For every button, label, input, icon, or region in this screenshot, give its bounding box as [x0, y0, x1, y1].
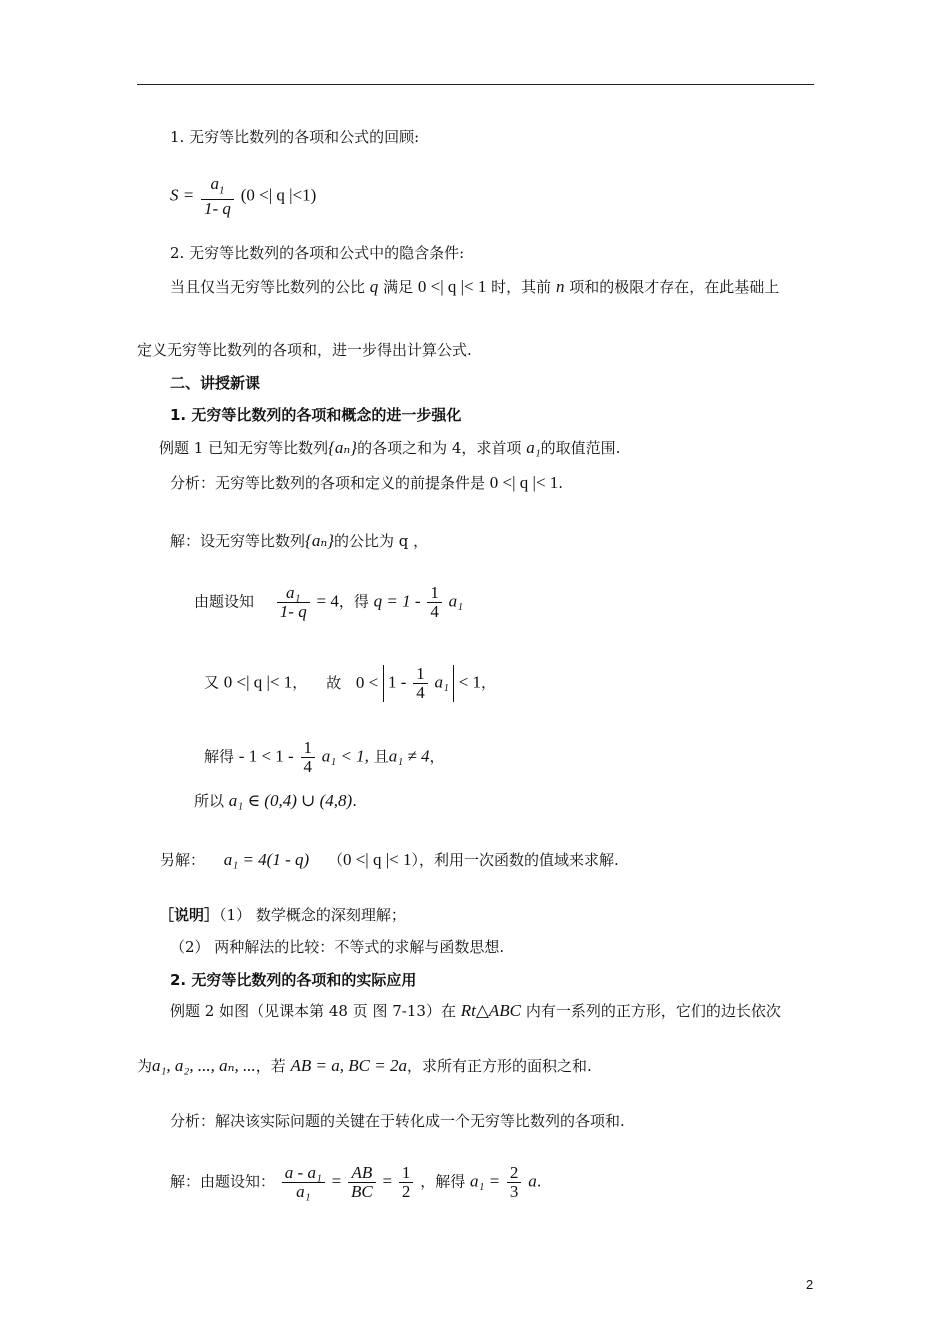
page-number: 2	[806, 1277, 814, 1292]
subsection-2-heading: 2. 无穷等比数列的各项和的实际应用	[170, 971, 417, 989]
solution-1-intro: 解：设无穷等比数列{aₙ}的公比为 q ，	[170, 531, 429, 550]
solution-step-3: 解得 - 1 < 1 - $\frac{1}{4}$ a₁ < 1, 且a₁ ≠ 4，	[204, 738, 445, 776]
formula-condition: (0 <| q |<1)	[240, 185, 317, 205]
formula-sum	[170, 175, 316, 218]
review-item-1: 1. 无穷等比数列的各项和公式的回顾:	[170, 128, 420, 146]
solution-2: 解：由题设知： $\frac{\text{a - a₁}}{\text{a₁}}$ = $\frac{AB}{BC}$ = $\frac{1}{2}$ ，解得 a₁ = $\frac{2}{3}$ a.	[170, 1163, 542, 1201]
section-heading: 二、讲授新课	[170, 374, 261, 392]
analysis-2: 分析：解决该实际问题的关键在于转化成一个无穷等比数列的各项和.	[170, 1112, 625, 1130]
note-2: （2） 两种解法的比较：不等式的求解与函数思想.	[170, 938, 505, 956]
header-rule	[137, 84, 814, 85]
formula-fraction: $\frac{a_1}{1- q}$	[201, 175, 234, 218]
note-1: ［说明］（1） 数学概念的深刻理解；	[159, 906, 406, 924]
analysis-1: 分析：无穷等比数列的各项和定义的前提条件是 0 <| q |< 1.	[170, 473, 564, 492]
review-item-2: 2. 无穷等比数列的各项和公式中的隐含条件:	[170, 244, 465, 262]
example-2: 例题 2 如图（见课本第 48 页 图 7-13）在 Rt△ABC 内有一系列的正方形，它们的边长依次	[170, 1001, 781, 1020]
review-paragraph-2: 定义无穷等比数列的各项和，进一步得出计算公式.	[137, 341, 472, 359]
solution-step-1: 由题设知 $\frac{\text{a₁}}{1- q}$ = 4，得 q = 1 - $\frac{1}{4}$ a₁	[194, 583, 464, 621]
alternative-solution: 另解： a₁ = 4(1 - q) （0 <| q |< 1），利用一次函数的值域来求解.	[160, 850, 619, 869]
review-paragraph-1: 当且仅当无穷等比数列的公比 q 满足 0 <| q |< 1 时，其前 n 项和的极限才存在，在此基础上	[170, 277, 780, 296]
example-2-continued: 为a₁, a₂, ..., aₙ, ...，若 AB = a, BC = 2a，求所有正方形的面积之和.	[137, 1056, 592, 1075]
subsection-1-heading: 1. 无穷等比数列的各项和概念的进一步强化	[170, 406, 462, 424]
example-1: 例题 1 已知无穷等比数列{aₙ}的各项之和为 4，求首项 a₁的取值范围.	[159, 438, 621, 457]
solution-step-2: 又 0 <| q |< 1， 故 0 < 1 - $\frac{1}{4}$ a₁ < 1，	[204, 664, 497, 702]
formula-lhs: S =	[170, 185, 195, 205]
solution-step-4: 所以 a₁ ∈ (0,4) ∪ (4,8).	[194, 791, 357, 810]
